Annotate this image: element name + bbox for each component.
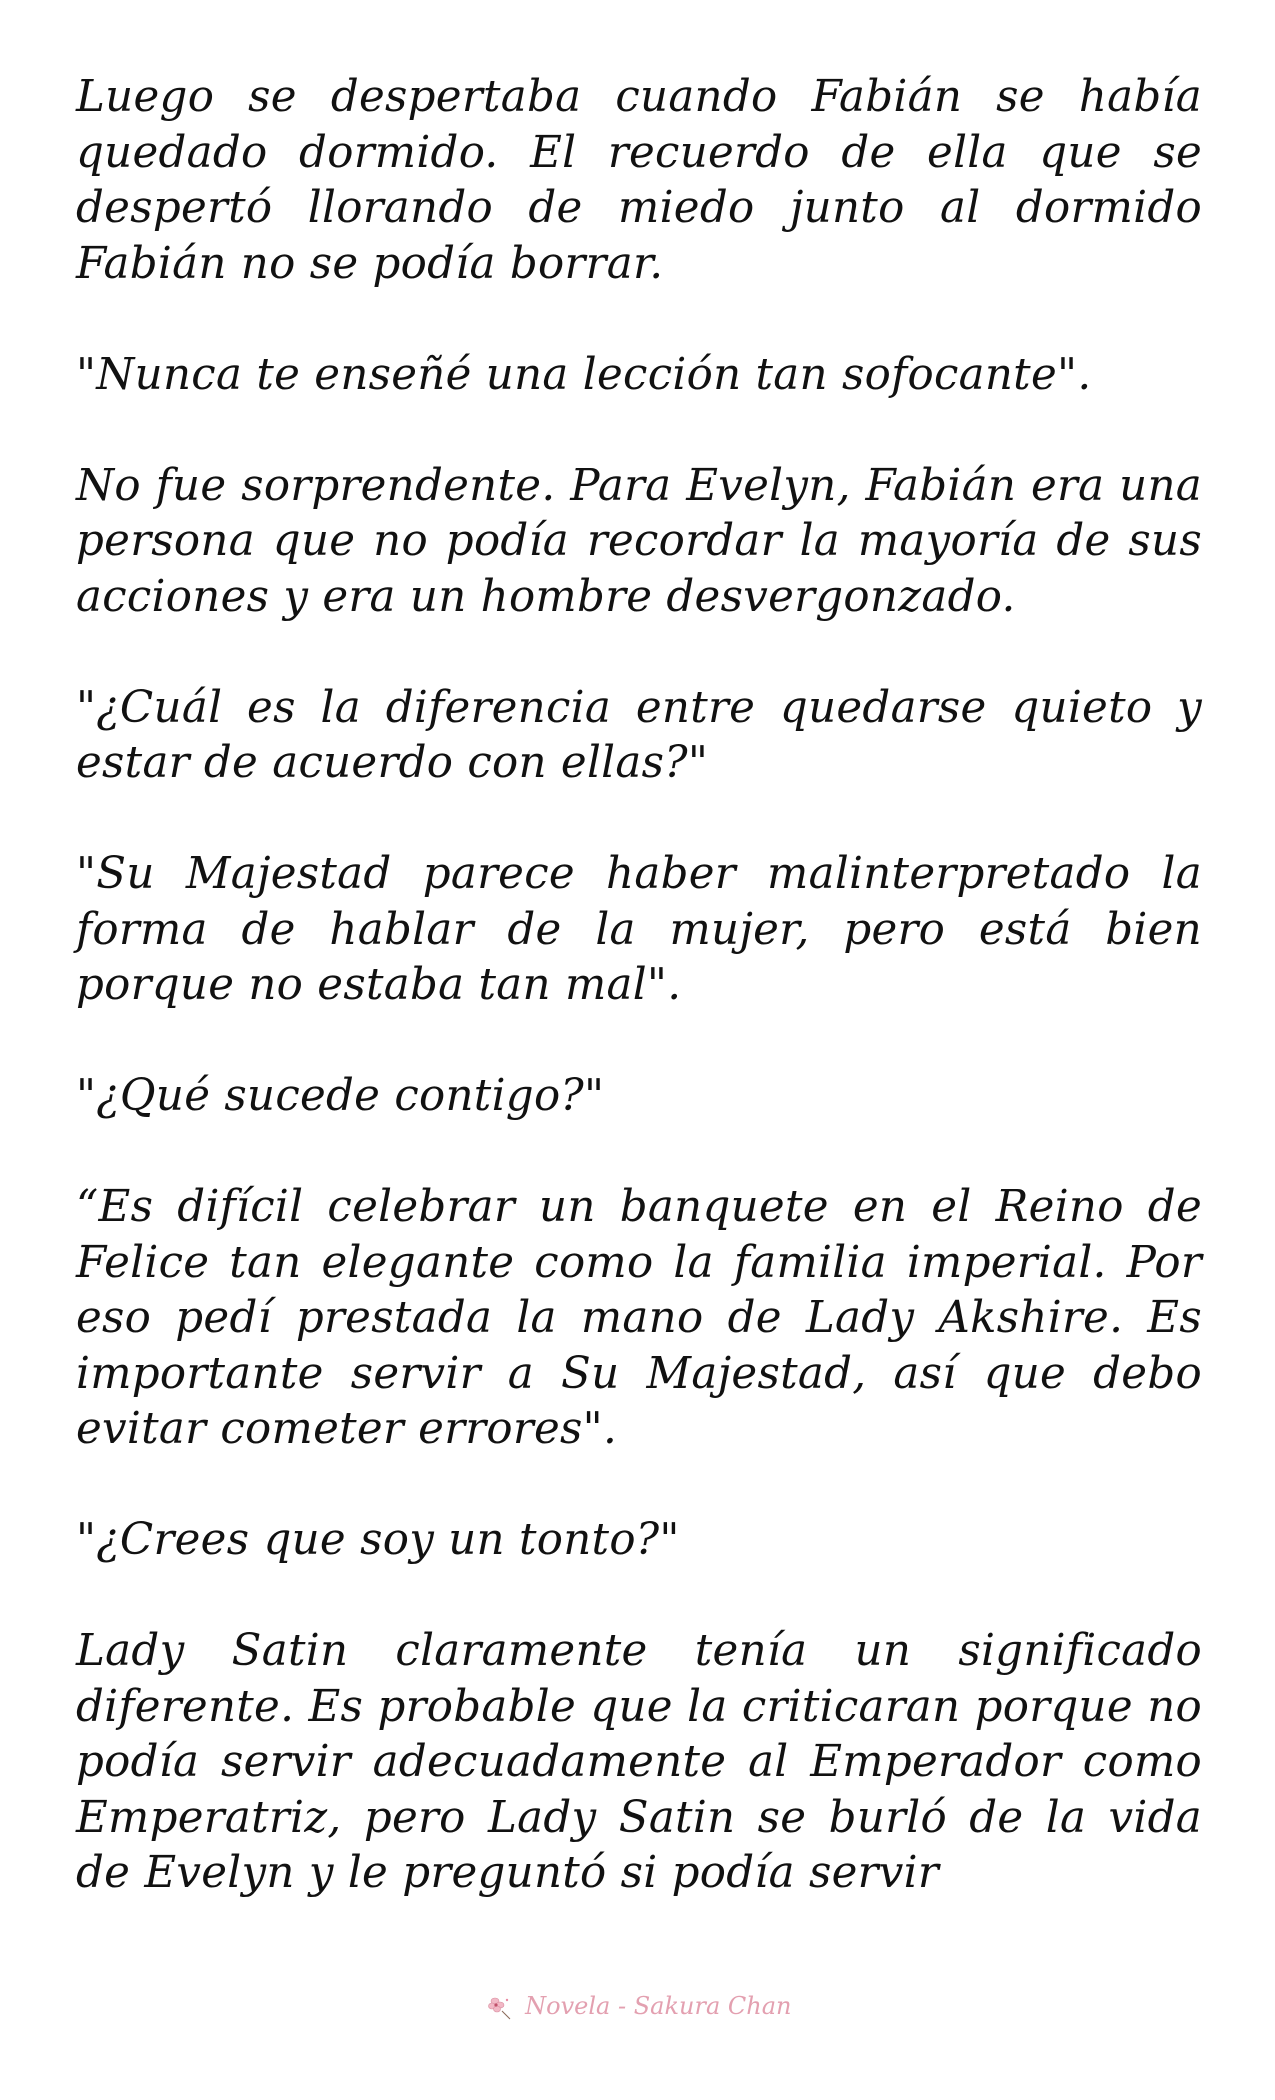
paragraph-2: "Nunca te enseñé una lección tan sofocante".: [76, 349, 1092, 400]
paragraph-4: "¿Cuál es la diferencia entre quedarse quieto y estar de acuerdo con ellas?": [76, 682, 1202, 788]
paragraph-1: Luego se despertaba cuando Fabián se había quedado dormido. El recuerdo de ella que se despertó llorando de miedo junto al dormido Fabián no se podía borrar.: [76, 72, 1202, 289]
paragraph-9: Lady Satin claramente tenía un significado diferente. Es probable que la criticaran porque no podía servir adecuadamente al Emperador como Emperatriz, pero Lady Satin se burló de la vida de Evelyn y le preguntó si podía servir: [76, 1626, 1202, 1898]
paragraph-8: "¿Crees que soy un tonto?": [76, 1515, 680, 1565]
novel-page-text: [76, 70, 1202, 1957]
watermark-text: Novela - Sakura Chan: [525, 1992, 792, 2020]
paragraph-5: "Su Majestad parece haber malinterpretado la forma de hablar de la mujer, pero está bien porque no estaba tan mal".: [76, 849, 1202, 1010]
watermark: [0, 1992, 1275, 2023]
paragraph-7: “Es difícil celebrar un banquete en el Reino de Felice tan elegante como la familia imperial. Por eso pedí prestada la mano de Lady Akshire. Es importante servir a Su Majestad, así que debo evitar cometer errores".: [76, 1182, 1202, 1454]
paragraph-6: "¿Qué sucede contigo?": [76, 1071, 605, 1121]
cherry-blossom-icon: [484, 1993, 514, 2023]
paragraph-3: No fue sorprendente. Para Evelyn, Fabián era una persona que no podía recordar la mayoría de sus acciones y era un hombre desvergonzado.: [76, 460, 1202, 622]
